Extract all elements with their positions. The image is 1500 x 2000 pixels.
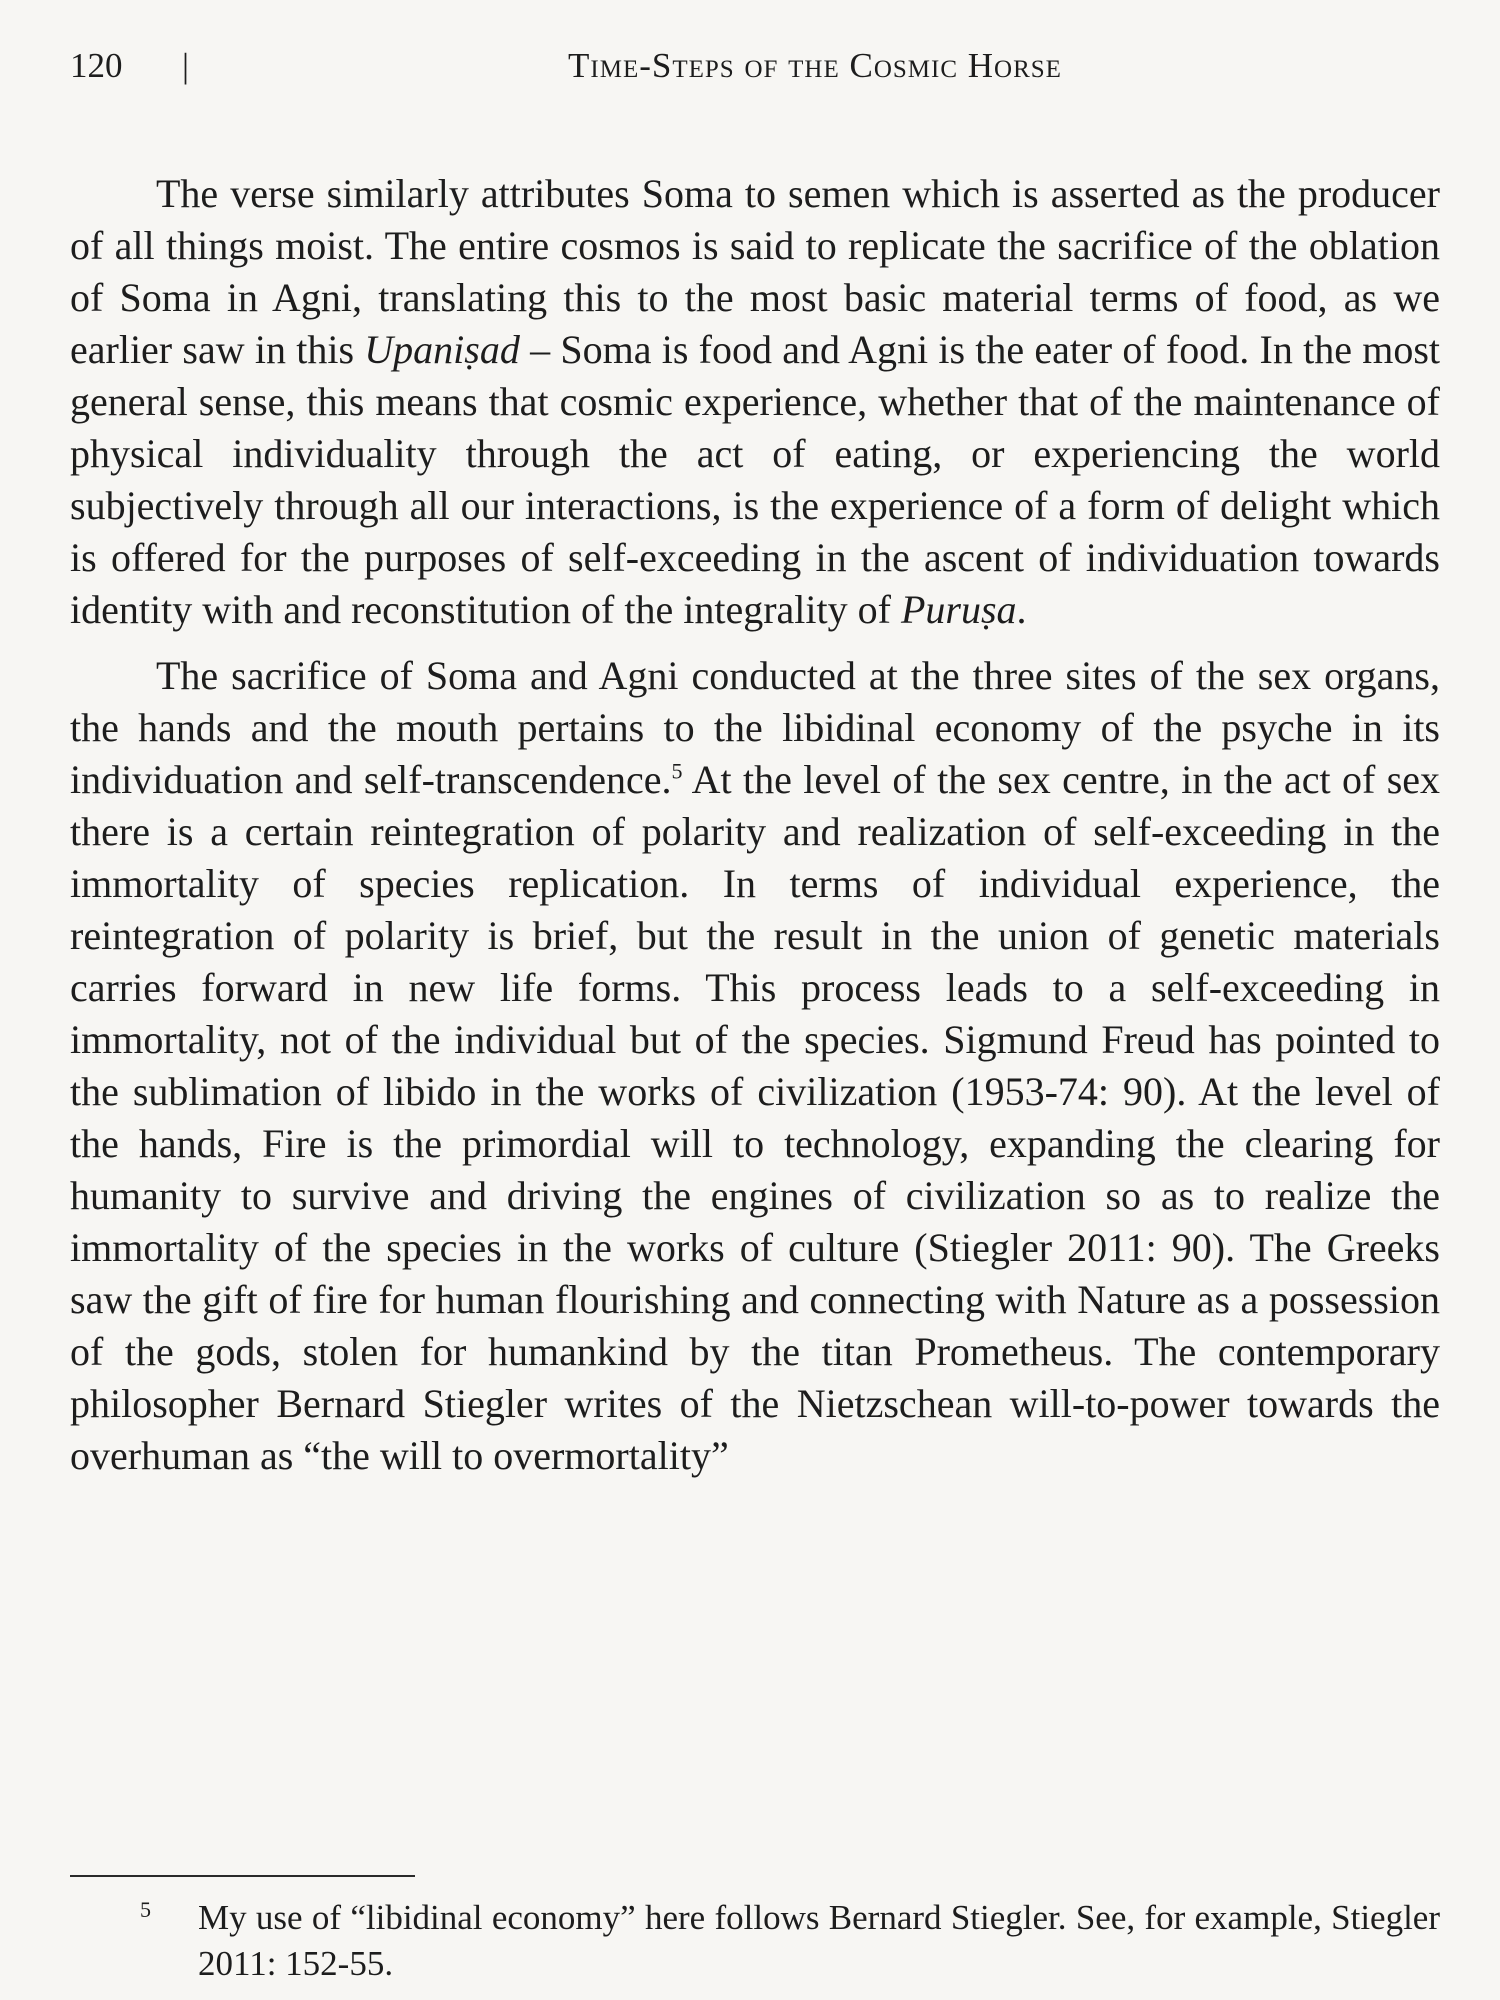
- paragraph-1: [70, 168, 1440, 636]
- footnote: [70, 1895, 1440, 1987]
- paragraph-1-text-a: The verse similarly attributes Soma to semen which is asserted as the producer of all things moist. The entire cosmos is said to replicate the sacrifice of the oblation of Soma in Agni, translating this to the most basic material terms of food, as we earlier saw in this: [70, 171, 1440, 372]
- paragraph-1-text-b: – Soma is food and Agni is the eater of food. In the most general sense, this means that cosmic experience, whether that of the maintenance of physical individuality through the act of eating, or experiencing the world subjectively through all our interactions, is the experience of a form of delight which is offered for the purposes of self-exceeding in the ascent of individuation towards identity with and reconstitution of the integrality of: [70, 327, 1440, 632]
- body-text: [70, 168, 1440, 1482]
- book-page: [70, 40, 1441, 1983]
- footnote-text: My use of “libidinal economy” here follows Bernard Stiegler. See, for example, Stiegler 2011: 152-55.: [198, 1898, 1440, 1983]
- footnote-rule: [70, 1875, 415, 1877]
- running-title: Time-Steps of the Cosmic Horse: [568, 46, 1062, 85]
- paragraph-2: [70, 650, 1440, 1482]
- paragraph-2-text-b: At the level of the sex centre, in the act of sex there is a certain reintegration of polarity and realization of self-exceeding in the immortality of species replication. In terms of individual experience, the reintegration of polarity is brief, but the result in the union of genetic materials carries forward in new life forms. This process leads to a self-exceeding in immortality, not of the individual but of the species. Sigmund Freud has pointed to the sublimation of libido in the works of civilization (1953-74: 90). At the level of the hands, Fire is the primordial will to technology, expanding the clearing for humanity to survive and driving the engines of civilization so as to realize the immortality of the species in the works of culture (Stiegler 2011: 90). The Greeks saw the gift of fire for human flourishing and connecting with Nature as a possession of the gods, stolen for humankind by the titan Prometheus. The contemporary philosopher Bernard Stiegler writes of the Nietzschean will-to-power towards the overhuman as “the will to overmortality”: [70, 757, 1441, 1478]
- page-number: 120: [70, 46, 123, 85]
- paragraph-1-italic-purusa: Puruṣa: [900, 587, 1017, 632]
- header-separator: |: [182, 46, 190, 85]
- footnote-reference[interactable]: 5: [671, 758, 683, 784]
- running-head: [70, 40, 1440, 100]
- paragraph-1-text-c: .: [1016, 587, 1027, 632]
- paragraph-1-italic-upanisad: Upaniṣad: [364, 327, 520, 372]
- paragraph-2-text-a: The sacrifice of Soma and Agni conducted at the three sites of the sex organs, the hands and the mouth pertains to the libidinal economy of the psyche in its individuation and self-transcendence.: [70, 653, 1440, 802]
- footnote-number: 5: [140, 1897, 151, 1922]
